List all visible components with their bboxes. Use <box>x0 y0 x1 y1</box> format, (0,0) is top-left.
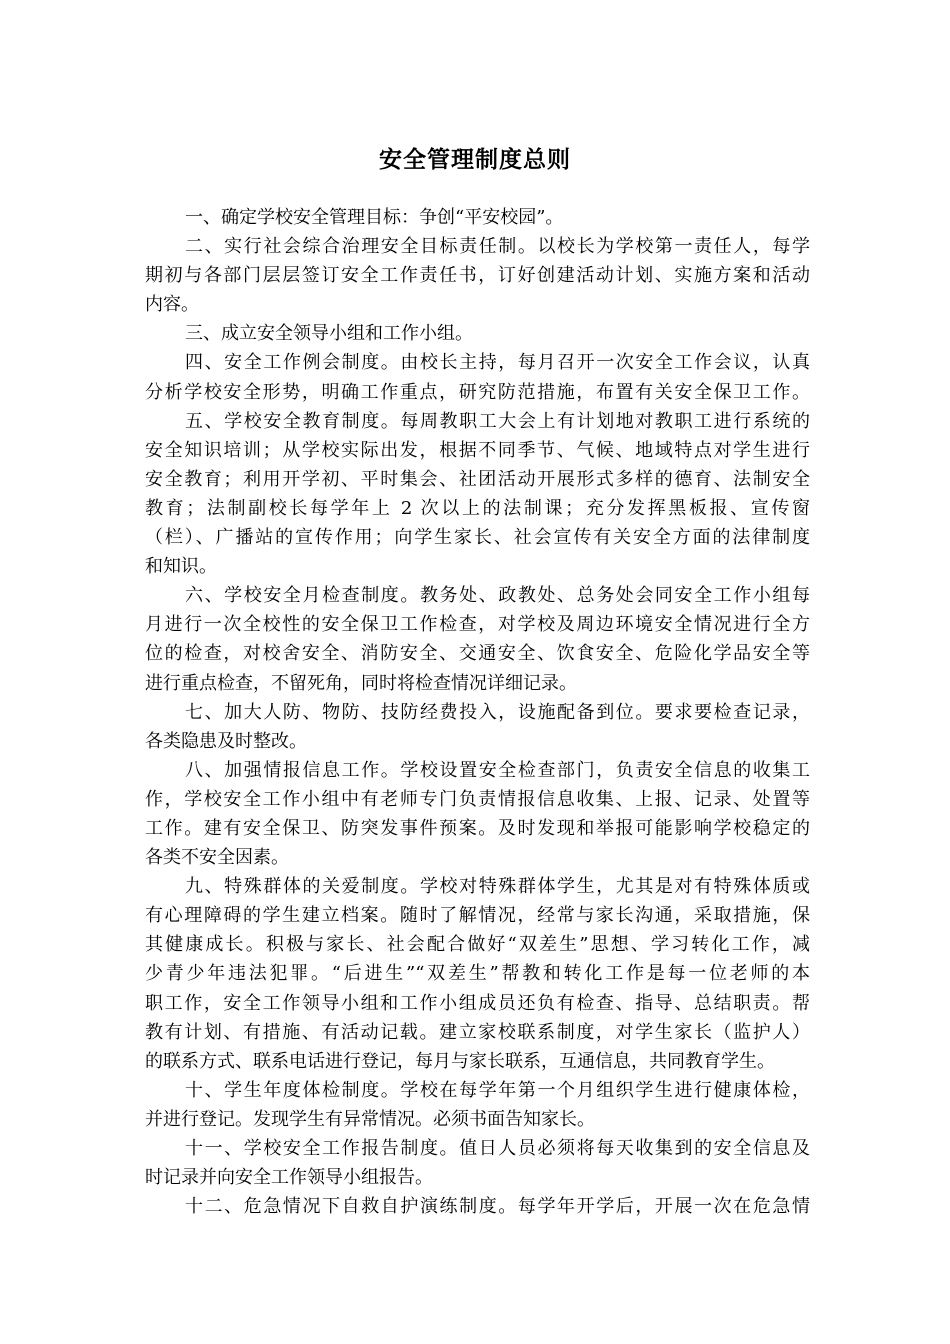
paragraph-line: 作，学校安全工作小组中有老师专门负责情报信息收集、上报、记录、处置等 <box>145 788 810 810</box>
paragraph-line: 安全知识培训；从学校实际出发，根据不同季节、气候、地域特点对学生进行 <box>145 439 810 461</box>
paragraph-line: （栏）、广播站的宣传作用；向学生家长、社会宣传有关安全方面的法律制度 <box>145 527 810 549</box>
paragraph-line: 四、安全工作例会制度。由校长主持，每月召开一次安全工作会议，认真 <box>185 352 810 374</box>
paragraph-line: 八、加强情报信息工作。学校设置安全检查部门，负责安全信息的收集工 <box>185 759 810 781</box>
paragraph-line: 各类隐患及时整改。 <box>145 730 307 752</box>
paragraph-line: 教有计划、有措施、有活动记载。建立家校联系制度，对学生家长（监护人） <box>145 1021 810 1043</box>
paragraph-line: 七、加大人防、物防、技防经费投入，设施配备到位。要求要检查记录， <box>185 701 810 723</box>
paragraph-line: 的联系方式、联系电话进行登记，每月与家长联系，互通信息，共同教育学生。 <box>145 1050 775 1072</box>
paragraph-line: 十、学生年度体检制度。学校在每学年第一个月组织学生进行健康体检， <box>185 1079 810 1101</box>
paragraph-line: 位的检查，对校舍安全、消防安全、交通安全、饮食安全、危险化学品安全等 <box>145 643 810 665</box>
paragraph-line: 分析学校安全形势，明确工作重点，研究防范措施，布置有关安全保卫工作。 <box>145 381 810 403</box>
paragraph-line: 六、学校安全月检查制度。教务处、政教处、总务处会同安全工作小组每 <box>185 585 810 607</box>
paragraph-line: 三、成立安全领导小组和工作小组。 <box>185 323 473 345</box>
paragraph-line: 教育；法制副校长每学年上 2 次以上的法制课；充分发挥黑板报、宣传窗 <box>145 497 810 519</box>
paragraph-line: 并进行登记。发现学生有异常情况。必须书面告知家长。 <box>145 1108 595 1130</box>
document-title: 安全管理制度总则 <box>379 147 571 173</box>
paragraph-line: 安全教育；利用开学初、平时集会、社团活动开展形式多样的德育、法制安全 <box>145 468 810 490</box>
paragraph-line: 进行重点检查，不留死角，同时将检查情况详细记录。 <box>145 672 577 694</box>
paragraph-line: 职工作，安全工作领导小组和工作小组成员还负有检查、指导、总结职责。帮 <box>145 992 810 1014</box>
paragraph-line: 二、实行社会综合治理安全目标责任制。以校长为学校第一责任人，每学 <box>185 236 810 258</box>
paragraph-line: 期初与各部门层层签订安全工作责任书，订好创建活动计划、实施方案和活动 <box>145 265 810 287</box>
paragraph-line: 五、学校安全教育制度。每周教职工大会上有计划地对教职工进行系统的 <box>185 410 810 432</box>
paragraph-line: 内容。 <box>145 294 199 316</box>
paragraph-line: 十二、危急情况下自救自护演练制度。每学年开学后，开展一次在危急情 <box>185 1196 810 1218</box>
document-body <box>145 203 810 1221</box>
paragraph-line: 各类不安全因素。 <box>145 847 289 869</box>
paragraph-line: 少青少年违法犯罪。“后进生”“双差生”帮教和转化工作是每一位老师的本 <box>145 963 810 985</box>
paragraph-line: 九、特殊群体的关爱制度。学校对特殊群体学生，尤其是对有特殊体质或 <box>185 876 810 898</box>
paragraph-line: 工作。建有安全保卫、防突发事件预案。及时发现和举报可能影响学校稳定的 <box>145 817 810 839</box>
paragraph-line: 时记录并向安全工作领导小组报告。 <box>145 1167 433 1189</box>
paragraph-line: 月进行一次全校性的安全保卫工作检查，对学校及周边环境安全情况进行全方 <box>145 614 810 636</box>
paragraph-line: 一、确定学校安全管理目标：争创“平安校园”。 <box>185 207 564 228</box>
paragraph-line: 和知识。 <box>145 556 217 578</box>
paragraph-line: 其健康成长。积极与家长、社会配合做好“双差生”思想、学习转化工作，减 <box>145 934 810 956</box>
paragraph-line: 十一、学校安全工作报告制度。值日人员必须将每天收集到的安全信息及 <box>185 1138 810 1159</box>
paragraph-line: 有心理障碍的学生建立档案。随时了解情况，经常与家长沟通，采取措施，保 <box>145 905 810 927</box>
